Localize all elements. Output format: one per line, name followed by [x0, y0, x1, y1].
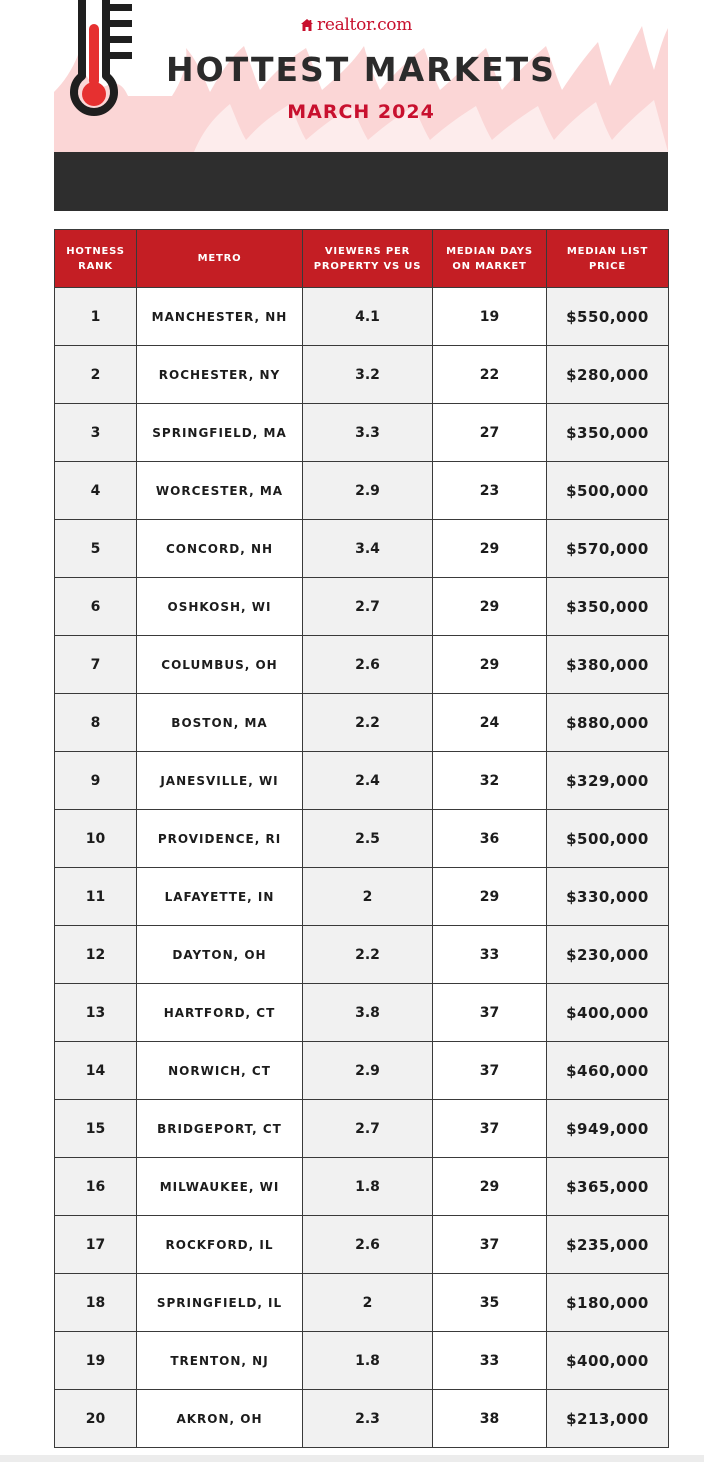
cell-price: $329,000	[547, 752, 669, 810]
bottom-strip	[0, 1455, 704, 1462]
cell-viewers: 3.2	[303, 346, 433, 404]
cell-days: 22	[433, 346, 547, 404]
cell-price: $570,000	[547, 520, 669, 578]
cell-metro: BRIDGEPORT, CT	[137, 1100, 303, 1158]
cell-price: $235,000	[547, 1216, 669, 1274]
table-row	[55, 346, 669, 404]
column-header-line: HOTNESS	[66, 245, 125, 257]
table-row	[55, 520, 669, 578]
cell-rank: 17	[55, 1216, 137, 1274]
cell-price: $550,000	[547, 288, 669, 346]
cell-days: 23	[433, 462, 547, 520]
column-header-line: METRO	[197, 253, 242, 264]
cell-rank: 19	[55, 1332, 137, 1390]
table-row	[55, 578, 669, 636]
table-row	[55, 752, 669, 810]
cell-metro: CONCORD, NH	[137, 520, 303, 578]
cell-metro: SPRINGFIELD, IL	[137, 1274, 303, 1332]
table-row	[55, 288, 669, 346]
cell-viewers: 2.6	[303, 636, 433, 694]
table-row	[55, 1332, 669, 1390]
cell-metro: OSHKOSH, WI	[137, 578, 303, 636]
cell-price: $500,000	[547, 810, 669, 868]
cell-viewers: 1.8	[303, 1332, 433, 1390]
cell-days: 29	[433, 1158, 547, 1216]
cell-viewers: 2.4	[303, 752, 433, 810]
cell-days: 29	[433, 520, 547, 578]
cell-days: 24	[433, 694, 547, 752]
cell-days: 37	[433, 1216, 547, 1274]
cell-days: 37	[433, 1042, 547, 1100]
table-row	[55, 810, 669, 868]
header-row	[55, 230, 669, 288]
column-header-hotness-rank	[55, 230, 137, 288]
column-header-metro	[137, 230, 303, 288]
column-header-line: MEDIAN LIST	[566, 245, 649, 257]
cell-viewers: 2.9	[303, 1042, 433, 1100]
cell-rank: 4	[55, 462, 137, 520]
cell-price: $400,000	[547, 984, 669, 1042]
table-row	[55, 868, 669, 926]
cell-days: 32	[433, 752, 547, 810]
cell-rank: 9	[55, 752, 137, 810]
realtor-logo	[300, 13, 412, 37]
cell-days: 19	[433, 288, 547, 346]
cell-metro: MANCHESTER, NH	[137, 288, 303, 346]
cell-days: 37	[433, 1100, 547, 1158]
cell-rank: 15	[55, 1100, 137, 1158]
cell-price: $949,000	[547, 1100, 669, 1158]
cell-days: 29	[433, 868, 547, 926]
column-header-line: ON MARKET	[452, 260, 527, 272]
cell-viewers: 3.8	[303, 984, 433, 1042]
cell-viewers: 2.3	[303, 1390, 433, 1448]
column-header-median-days-on-market	[433, 230, 547, 288]
table-row	[55, 1100, 669, 1158]
cell-metro: ROCHESTER, NY	[137, 346, 303, 404]
cell-metro: PROVIDENCE, RI	[137, 810, 303, 868]
cell-price: $380,000	[547, 636, 669, 694]
cell-viewers: 2.7	[303, 1100, 433, 1158]
cell-price: $350,000	[547, 578, 669, 636]
cell-days: 38	[433, 1390, 547, 1448]
table-row	[55, 926, 669, 984]
cell-rank: 3	[55, 404, 137, 462]
cell-metro: ROCKFORD, IL	[137, 1216, 303, 1274]
cell-price: $213,000	[547, 1390, 669, 1448]
cell-metro: LAFAYETTE, IN	[137, 868, 303, 926]
table-row	[55, 1390, 669, 1448]
cell-metro: DAYTON, OH	[137, 926, 303, 984]
cell-rank: 10	[55, 810, 137, 868]
cell-days: 29	[433, 578, 547, 636]
cell-viewers: 2.6	[303, 1216, 433, 1274]
realtor-house-icon	[300, 18, 314, 32]
cell-metro: HARTFORD, CT	[137, 984, 303, 1042]
cell-price: $230,000	[547, 926, 669, 984]
cell-viewers: 2.7	[303, 578, 433, 636]
cell-viewers: 2.2	[303, 926, 433, 984]
cell-rank: 7	[55, 636, 137, 694]
table-row	[55, 404, 669, 462]
table-row	[55, 1158, 669, 1216]
cell-price: $350,000	[547, 404, 669, 462]
cell-metro: SPRINGFIELD, MA	[137, 404, 303, 462]
cell-rank: 8	[55, 694, 137, 752]
cell-viewers: 1.8	[303, 1158, 433, 1216]
cell-rank: 16	[55, 1158, 137, 1216]
cell-days: 36	[433, 810, 547, 868]
cell-rank: 18	[55, 1274, 137, 1332]
table-row	[55, 1042, 669, 1100]
column-header-line: MEDIAN DAYS	[446, 245, 533, 257]
table-row	[55, 1216, 669, 1274]
cell-rank: 5	[55, 520, 137, 578]
table-row	[55, 636, 669, 694]
cell-days: 27	[433, 404, 547, 462]
cell-viewers: 3.4	[303, 520, 433, 578]
page-subtitle: MARCH 2024	[287, 101, 435, 123]
cell-viewers: 2	[303, 868, 433, 926]
cell-price: $280,000	[547, 346, 669, 404]
cell-rank: 11	[55, 868, 137, 926]
cell-metro: NORWICH, CT	[137, 1042, 303, 1100]
cell-viewers: 2.5	[303, 810, 433, 868]
cell-price: $880,000	[547, 694, 669, 752]
markets-table	[54, 229, 669, 1448]
cell-metro: TRENTON, NJ	[137, 1332, 303, 1390]
cell-price: $180,000	[547, 1274, 669, 1332]
cell-metro: WORCESTER, MA	[137, 462, 303, 520]
cell-rank: 14	[55, 1042, 137, 1100]
cell-rank: 1	[55, 288, 137, 346]
cell-viewers: 3.3	[303, 404, 433, 462]
cell-viewers: 2.2	[303, 694, 433, 752]
cell-viewers: 2.9	[303, 462, 433, 520]
table-row	[55, 694, 669, 752]
cell-rank: 20	[55, 1390, 137, 1448]
table-row	[55, 984, 669, 1042]
cell-price: $365,000	[547, 1158, 669, 1216]
dark-banner-bar	[54, 152, 668, 211]
cell-viewers: 4.1	[303, 288, 433, 346]
cell-days: 37	[433, 984, 547, 1042]
cell-metro: MILWAUKEE, WI	[137, 1158, 303, 1216]
cell-metro: AKRON, OH	[137, 1390, 303, 1448]
brand-name: realtor.com	[317, 15, 413, 35]
table-row	[55, 1274, 669, 1332]
column-header-viewers-per-property	[303, 230, 433, 288]
cell-price: $460,000	[547, 1042, 669, 1100]
cell-price: $400,000	[547, 1332, 669, 1390]
cell-days: 33	[433, 926, 547, 984]
cell-rank: 13	[55, 984, 137, 1042]
column-header-line: VIEWERS PER	[324, 245, 411, 257]
page-title: HOTTEST MARKETS	[166, 50, 556, 89]
cell-metro: BOSTON, MA	[137, 694, 303, 752]
column-header-line: PROPERTY VS US	[313, 260, 422, 272]
table-body	[55, 288, 669, 1448]
cell-metro: JANESVILLE, WI	[137, 752, 303, 810]
cell-metro: COLUMBUS, OH	[137, 636, 303, 694]
cell-rank: 2	[55, 346, 137, 404]
column-header-median-list-price	[547, 230, 669, 288]
cell-viewers: 2	[303, 1274, 433, 1332]
cell-price: $500,000	[547, 462, 669, 520]
cell-days: 35	[433, 1274, 547, 1332]
cell-rank: 6	[55, 578, 137, 636]
cell-price: $330,000	[547, 868, 669, 926]
cell-days: 29	[433, 636, 547, 694]
table-header	[55, 230, 669, 288]
table-row	[55, 462, 669, 520]
column-header-line: PRICE	[589, 260, 626, 272]
cell-rank: 12	[55, 926, 137, 984]
cell-days: 33	[433, 1332, 547, 1390]
column-header-line: RANK	[78, 260, 113, 272]
